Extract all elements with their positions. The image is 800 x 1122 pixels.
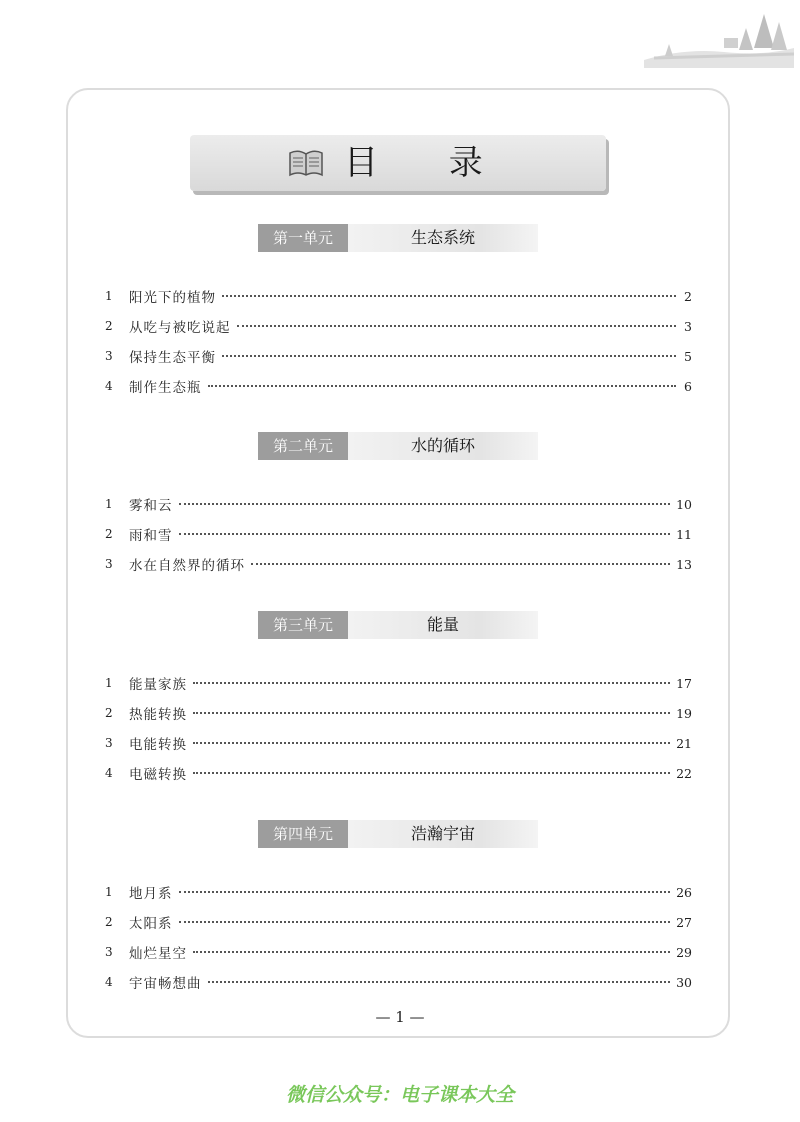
toc-entry-label: 宇宙畅想曲 [129, 976, 202, 992]
toc-entry[interactable] [105, 703, 692, 723]
dot-leader [251, 563, 670, 565]
toc-entry[interactable] [105, 376, 692, 396]
toc-entry-page: 19 [676, 705, 692, 721]
toc-entry-page: 2 [684, 288, 692, 304]
unit-header [258, 820, 538, 848]
toc-entry-page: 3 [684, 318, 692, 334]
dot-leader [193, 682, 670, 684]
toc-entry-label: 水在自然界的循环 [129, 558, 245, 574]
toc-entry[interactable] [105, 286, 692, 306]
toc-entry[interactable] [105, 912, 692, 932]
dot-leader [193, 712, 670, 714]
toc-entry-label: 制作生态瓶 [129, 380, 202, 396]
toc-entry-label: 能量家族 [129, 677, 187, 693]
unit-tag: 第三单元 [258, 611, 348, 639]
toc-entry-label: 保持生态平衡 [129, 350, 216, 366]
unit-tag: 第二单元 [258, 432, 348, 460]
unit-tag: 第一单元 [258, 224, 348, 252]
footer-note: 微信公众号：电子课本大全 [285, 1084, 514, 1106]
unit-header [258, 224, 538, 252]
unit-tag: 第四单元 [258, 820, 348, 848]
unit-header [258, 611, 538, 639]
unit-title: 生态系统 [348, 224, 538, 252]
toc-entry-number: 2 [105, 319, 113, 333]
dot-leader [208, 385, 677, 387]
toc-entry-number: 4 [105, 379, 113, 393]
toc-entry[interactable] [105, 882, 692, 902]
toc-entry-label: 太阳系 [129, 916, 173, 932]
toc-entry-number: 1 [105, 676, 113, 690]
page-number: — 1 — [375, 1008, 425, 1026]
toc-entry[interactable] [105, 972, 692, 992]
dot-leader [193, 742, 670, 744]
toc-entry-page: 29 [676, 944, 692, 960]
toc-entry-page: 30 [676, 974, 692, 990]
dot-leader [222, 295, 676, 297]
toc-entry-number: 1 [105, 497, 113, 511]
toc-entry-number: 3 [105, 736, 113, 750]
toc-entry-page: 21 [676, 735, 692, 751]
toc-entry-page: 26 [676, 884, 692, 900]
toc-entry-page: 27 [676, 914, 692, 930]
page-title: 目 录 [344, 143, 513, 183]
toc-entry[interactable] [105, 346, 692, 366]
toc-entry-number: 4 [105, 766, 113, 780]
dot-leader [179, 921, 671, 923]
toc-entry-label: 热能转换 [129, 707, 187, 723]
unit-title: 能量 [348, 611, 538, 639]
toc-entry[interactable] [105, 494, 692, 514]
toc-entry-page: 6 [684, 378, 692, 394]
unit-title: 浩瀚宇宙 [348, 820, 538, 848]
dot-leader [179, 533, 671, 535]
toc-entry-label: 地月系 [129, 886, 173, 902]
dot-leader [193, 951, 670, 953]
toc-entry-page: 13 [676, 556, 692, 572]
toc-entry-label: 阳光下的植物 [129, 290, 216, 306]
toc-entry[interactable] [105, 524, 692, 544]
toc-entry-number: 3 [105, 349, 113, 363]
toc-entry-number: 1 [105, 885, 113, 899]
dot-leader [193, 772, 670, 774]
landscape-decoration [644, 8, 794, 68]
toc-entry-page: 5 [684, 348, 692, 364]
toc-entry[interactable] [105, 554, 692, 574]
toc-entry-number: 3 [105, 557, 113, 571]
toc-entry-page: 22 [676, 765, 692, 781]
dot-leader [237, 325, 677, 327]
toc-entry-page: 17 [676, 675, 692, 691]
toc-entry[interactable] [105, 763, 692, 783]
toc-entry-label: 雨和雪 [129, 528, 173, 544]
toc-entry-number: 2 [105, 527, 113, 541]
unit-title: 水的循环 [348, 432, 538, 460]
toc-entry-number: 3 [105, 945, 113, 959]
toc-entry[interactable] [105, 316, 692, 336]
dot-leader [179, 891, 671, 893]
toc-entry-label: 雾和云 [129, 498, 173, 514]
toc-entry-label: 灿烂星空 [129, 946, 187, 962]
toc-entry[interactable] [105, 942, 692, 962]
unit-header [258, 432, 538, 460]
toc-entry-number: 1 [105, 289, 113, 303]
toc-entry[interactable] [105, 733, 692, 753]
dot-leader [179, 503, 671, 505]
dot-leader [222, 355, 676, 357]
toc-entry-label: 从吃与被吃说起 [129, 320, 231, 336]
toc-entry-number: 2 [105, 915, 113, 929]
toc-entry-label: 电磁转换 [129, 767, 187, 783]
dot-leader [208, 981, 671, 983]
toc-entry-number: 4 [105, 975, 113, 989]
toc-entry-page: 10 [676, 496, 692, 512]
toc-entry-page: 11 [676, 526, 692, 542]
book-icon [288, 147, 324, 179]
toc-entry-label: 电能转换 [129, 737, 187, 753]
toc-title-bar [190, 135, 606, 191]
toc-entry[interactable] [105, 673, 692, 693]
toc-entry-number: 2 [105, 706, 113, 720]
